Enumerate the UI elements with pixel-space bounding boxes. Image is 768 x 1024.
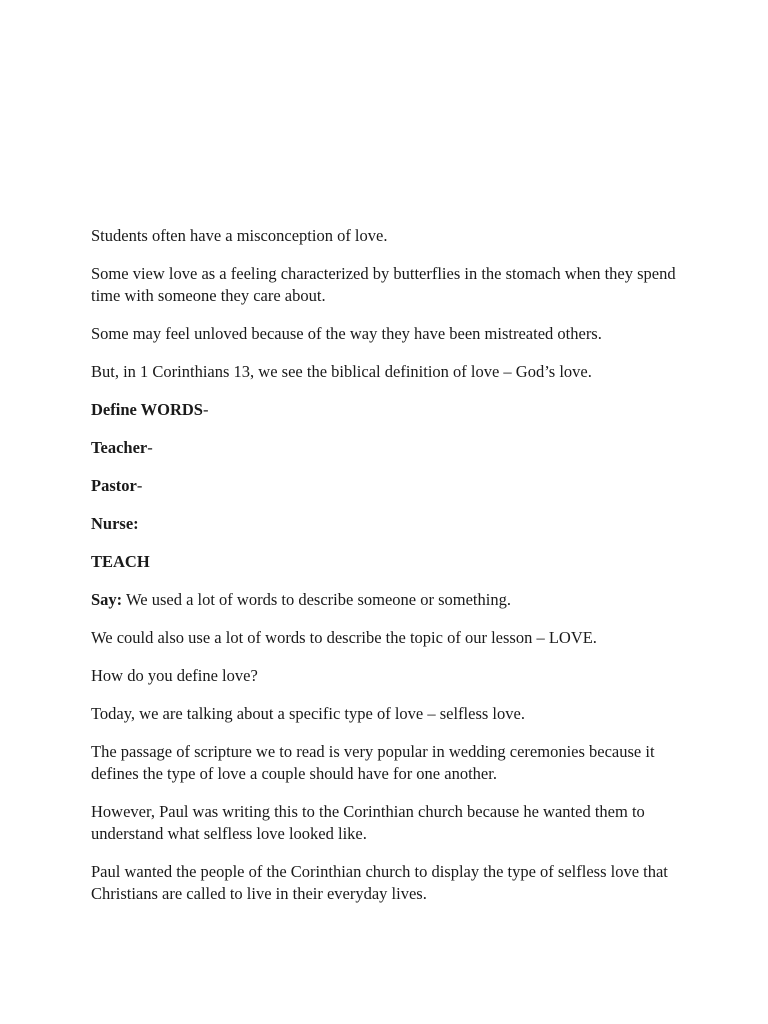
paragraph-say [91,589,691,611]
paragraph-text: Students often have a misconception of love. [91,226,388,245]
term-pastor [91,475,691,497]
paragraph-define-love-question [91,665,691,687]
paragraph-text: - [147,438,153,457]
term-nurse [91,513,691,535]
paragraph-paul-writing [91,801,691,845]
heading-define-words [91,399,691,421]
paragraph-text: However, Paul was writing this to the Corinthian church because he wanted them to understand what selfless love looked like. [91,802,645,843]
paragraph-selfless-love [91,703,691,725]
paragraph-butterflies [91,263,691,307]
document-body [91,225,691,921]
paragraph-text: We used a lot of words to describe someone or something. [122,590,511,609]
paragraph-words-love [91,627,691,649]
bold-label: Define WORDS [91,400,203,419]
bold-label: Pastor [91,476,137,495]
paragraph-text: The passage of scripture we to read is very popular in wedding ceremonies because it defines the type of love a couple should have for one another. [91,742,655,783]
paragraph-text: - [203,400,209,419]
bold-label: Nurse: [91,514,139,533]
paragraph-text: Paul wanted the people of the Corinthian church to display the type of selfless love that Christians are called to live in their everyday lives. [91,862,668,903]
paragraph-text: Today, we are talking about a specific type of love – selfless love. [91,704,525,723]
paragraph-paul-wanted [91,861,691,905]
paragraph-text: Some may feel unloved because of the way they have been mistreated others. [91,324,602,343]
paragraph-text: Some view love as a feeling characterized by butterflies in the stomach when they spend time with someone they care about. [91,264,676,305]
paragraph-wedding-ceremonies [91,741,691,785]
bold-label: Say: [91,590,123,609]
term-teacher [91,437,691,459]
paragraph-intro [91,225,691,247]
bold-label: TEACH [91,552,150,571]
paragraph-text: But, in 1 Corinthians 13, we see the biblical definition of love – God’s love. [91,362,592,381]
paragraph-text: - [136,476,143,495]
paragraph-text: How do you define love? [91,666,258,685]
paragraph-biblical-definition [91,361,691,383]
heading-teach [91,551,691,573]
paragraph-unloved [91,323,691,345]
bold-label: Teacher [91,438,148,457]
paragraph-text: We could also use a lot of words to describe the topic of our lesson – LOVE. [91,628,597,647]
